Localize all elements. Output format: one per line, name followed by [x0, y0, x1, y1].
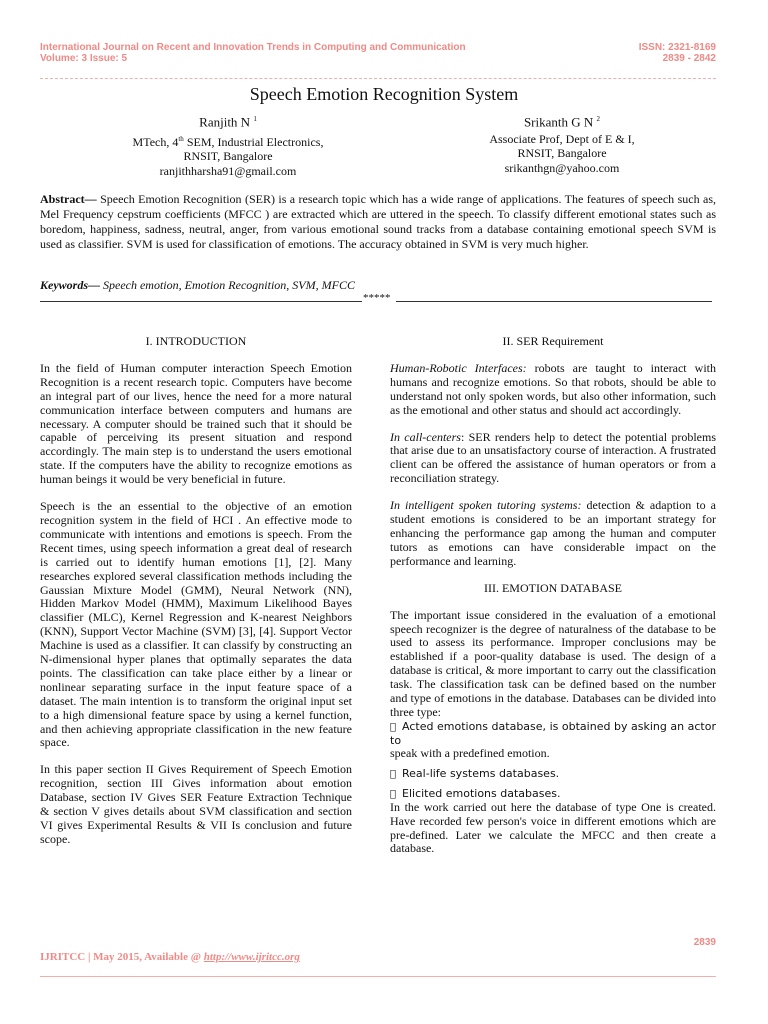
left-column	[40, 335, 352, 860]
bullet-text: Elicited emotions databases.	[396, 786, 555, 800]
journal-name: International Journal on Recent and Innovation Trends in Computing and Communication	[40, 42, 466, 53]
footer-divider	[40, 976, 716, 977]
author-1	[94, 112, 362, 178]
page-range: 2839 - 2842	[662, 53, 716, 64]
section-separator	[40, 292, 716, 306]
database-paragraph-1: The important issue considered in the evaluation of a emotional speech recognizer is the degree of naturalness of the database to be used to assess its performance. Improper conclusions may be established if a poor-quality database is used. The design of a database is critical, & more important to carry out the classification task. The classification task can be defined based on the number and type of emotions in the database. Databases can be divided into three type:	[390, 607, 716, 719]
ser-tutoring-label: In intelligent spoken tutoring systems:	[390, 498, 582, 513]
section-heading-ser-requirement: II. SER Requirement	[502, 334, 604, 348]
database-bullet-2	[390, 767, 716, 781]
author-institution: RNSIT, Bangalore	[517, 146, 607, 161]
page-number: 2839	[693, 937, 716, 948]
keywords-text: Speech emotion, Emotion Recognition, SVM, MFCC	[100, 278, 355, 292]
separator-rule-left	[40, 301, 362, 302]
author-name	[94, 112, 362, 130]
abstract-text: Speech Emotion Recognition (SER) is a research topic which has a wide range of applications. The features of speech such as, Mel Frequency cepstrum coefficients (MFCC ) are extracted which are uttered in the speech. To classify different emotional states such as boredom, happiness, sadness, neutral, anger, from various emotional sound tracks from a database containing emotional speech SVM is used as classifier. SVM is used for classification of emotions. The accuracy obtained in SVM is very much higher.	[40, 192, 716, 251]
abstract-label: Abstract—	[40, 192, 97, 206]
author-name	[432, 112, 692, 130]
ser-paragraph-robotics	[390, 362, 716, 418]
database-bullet-1	[390, 720, 716, 747]
footer	[40, 951, 300, 963]
separator-rule-right	[396, 301, 712, 302]
database-bullet-3	[390, 787, 716, 801]
section-heading-emotion-database: III. EMOTION DATABASE	[483, 580, 623, 595]
ser-paragraph-tutoring	[390, 499, 716, 569]
bullet-text: Acted emotions database, is obtained by asking an actor to	[390, 719, 716, 747]
intro-paragraph-3: In this paper section II Gives Requirement of Speech Emotion recognition, section III Gives information about emotion Database, section IV Gives SER Feature Extraction Technique & section V gives details about SVM classification and section VI gives Experimental Results & VII Is conclusion and future scope.	[40, 762, 352, 846]
intro-paragraph-2: Speech is the an essential to the objective of an emotion recognition system in the field of HCI . An effective mode to communicate with intentions and emotions is speech. From the Recent times, using speech information a great deal of research is carried out to identify human emotions [1], [2]. Many researches explored several classification methods including the Gaussian Mixture Model (GMM), Neural Network (NN), Hidden Markov Model (HMM), Maximum Likelihood Bayes classifier (MLC), Kernel Regression and K-nearest Neighbors (KNN), Support Vector Machine (SVM) [3], [4]. Support Vector Machine is used as a classifier. It can classify by constructing an N-dimensional hyper planes that optimally separates the data points. The classification can take place either by a linear or nonlinear separating surface in the input feature space of a dataset. The main intention is to transform the original input set to a high dimensional feature space by using a kernel function, and then achieving appropriate classification in the new feature space.	[40, 499, 352, 750]
footer-text: IJRITCC | May 2015, Available @	[40, 951, 204, 963]
author-affiliation	[94, 132, 362, 150]
keywords	[40, 278, 716, 293]
database-bullet-1-continued: speak with a predefined emotion.	[390, 745, 550, 760]
author-2	[432, 112, 692, 175]
author-index: 1	[253, 115, 257, 123]
footer-link[interactable]: http://www.ijritcc.org	[203, 951, 300, 963]
header-divider	[40, 78, 716, 79]
database-paragraph-2: In the work carried out here the database of type One is created. Have recorded few person's voice in different emotions which are pre-defined. Later we calculate the MFCC and then create a database.	[390, 799, 716, 856]
ser-robotics-label: Human-Robotic Interfaces:	[390, 360, 527, 375]
bullet-icon	[390, 789, 396, 800]
author-name-text: Srikanth G N	[523, 114, 594, 130]
section-heading-introduction: I. INTRODUCTION	[145, 334, 247, 348]
journal-info	[40, 42, 466, 64]
bullet-icon	[390, 722, 396, 733]
ser-tutoring-text: detection & adaption to a student emotions is considered to be an important strategy for enhancing the performance gap among the human and computer tutors as emotions can have considerable impact on the performance and learning.	[390, 498, 716, 568]
affiliation-suffix: SEM, Industrial Electronics,	[183, 134, 324, 149]
right-column	[390, 335, 716, 869]
paper-title: Speech Emotion Recognition System	[249, 84, 519, 104]
ser-robotics-text: robots are taught to interact with humans and recognize emotions. So that robots, should be able to understand not only spoken words, but also other information, such as the emotional and other status and should act accordingly.	[390, 360, 716, 417]
issn-info	[639, 42, 716, 64]
abstract	[40, 192, 716, 252]
author-institution: RNSIT, Bangalore	[183, 149, 273, 164]
separator-stars: *****	[363, 292, 391, 304]
ser-call-centers-text: : SER renders help to detect the potential problems that arise due to an unsatisfactory course of interaction. A frustrated client can be offered the assistance of human operators or from a reconciliation strategy.	[390, 429, 717, 486]
keywords-label: Keywords—	[40, 278, 100, 292]
author-email: ranjithharsha91@gmail.com	[159, 163, 297, 178]
intro-paragraph-1: In the field of Human computer interaction Speech Emotion Recognition is a recent research topic. Computers have become an integral part of our lives, hence the need for a more natural communication interface between computers and humans are necessary. A computer should be trained such that it should be capable of perceiving its present situation and respond accordingly. The main step is to understand the users emotional state. If the computers have the ability to recognize emotions as human beings it would be very beneficial in future.	[40, 360, 352, 487]
ser-paragraph-call-centers	[390, 431, 716, 487]
author-affiliation: Associate Prof, Dept of E & I,	[489, 131, 635, 146]
bullet-text: Real-life systems databases.	[396, 766, 554, 780]
author-name-text: Ranjith N	[199, 114, 251, 130]
journal-volume: Volume: 3 Issue: 5	[40, 53, 128, 64]
affiliation-prefix: MTech, 4	[132, 134, 179, 149]
author-email: srikanthgn@yahoo.com	[504, 160, 620, 175]
author-index: 2	[596, 115, 601, 123]
bullet-icon	[390, 769, 396, 780]
ser-call-centers-label: In call-centers	[390, 429, 461, 444]
affiliation-sup: th	[178, 134, 184, 143]
issn: ISSN: 2321-8169	[638, 42, 716, 53]
